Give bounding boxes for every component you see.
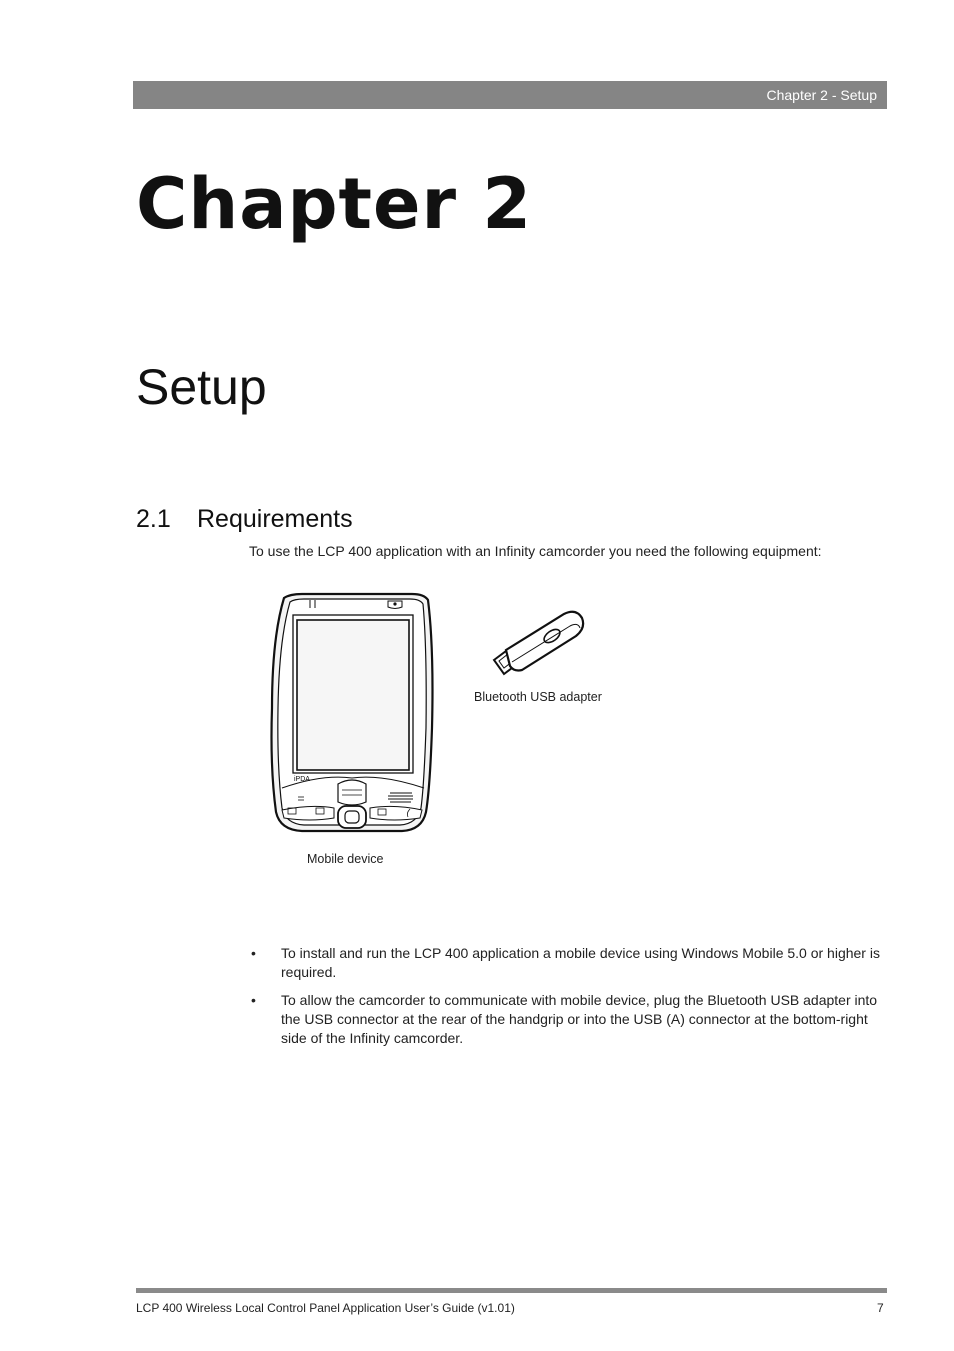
list-item-text: To allow the camcorder to communicate with mobile device, plug the Bluetooth USB adapter into the USB connector at the rear of the handgrip or into the USB (A) connector at the bottom-right side of the Infinity camcorder. <box>281 992 878 1046</box>
chapter-subtitle: Setup <box>136 359 267 415</box>
list-item <box>249 944 884 982</box>
footer-guide-title: LCP 400 Wireless Local Control Panel Application User’s Guide (v1.01) <box>136 1301 515 1315</box>
running-header <box>133 81 887 109</box>
requirements-list <box>249 944 884 1057</box>
bullet-icon: • <box>251 945 256 961</box>
device-brand-label: iPDA <box>294 776 310 783</box>
mobile-device-caption: Mobile device <box>307 852 384 866</box>
section-number: 2.1 <box>136 505 171 533</box>
footer-rule <box>136 1288 887 1293</box>
bluetooth-usb-adapter-illustration <box>488 606 588 678</box>
mobile-device-illustration <box>262 588 442 838</box>
running-header-title: Chapter 2 - Setup <box>766 87 877 103</box>
bullet-icon: • <box>251 992 256 1008</box>
list-item <box>249 991 884 1048</box>
footer-page-number: 7 <box>877 1301 884 1315</box>
chapter-title: Chapter 2 <box>136 163 533 245</box>
section-heading <box>136 505 353 534</box>
section-intro: To use the LCP 400 application with an Infinity camcorder you need the following equipment: <box>249 543 822 559</box>
usb-adapter-caption: Bluetooth USB adapter <box>474 690 602 704</box>
section-title: Requirements <box>197 505 353 533</box>
list-item-text: To install and run the LCP 400 application a mobile device using Windows Mobile 5.0 or higher is required. <box>281 945 880 980</box>
